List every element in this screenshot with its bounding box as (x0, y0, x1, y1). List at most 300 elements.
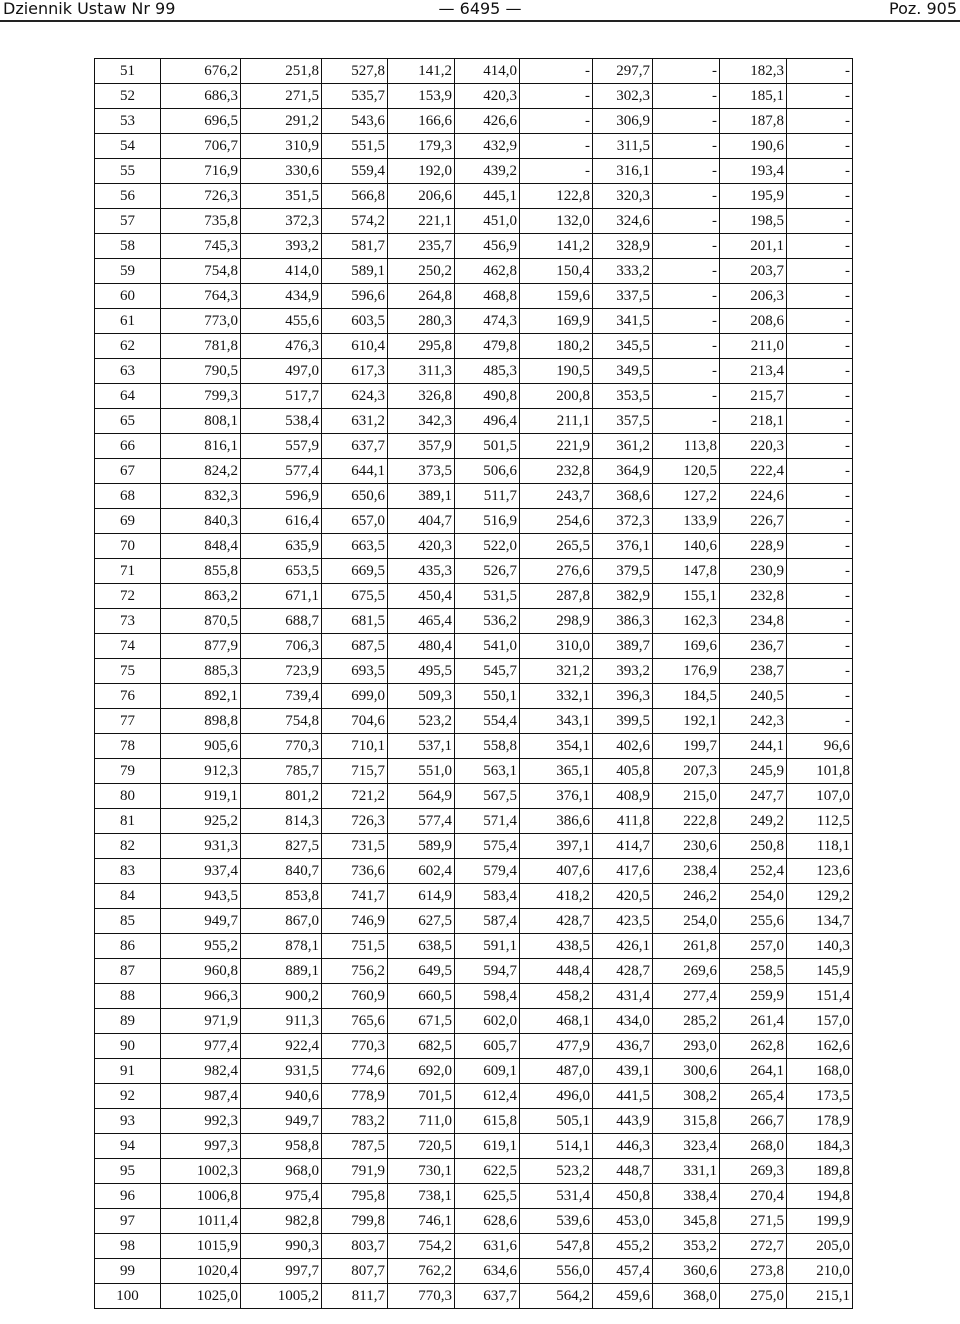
table-cell: 905,6 (161, 734, 241, 759)
table-cell: 269,3 (720, 1159, 787, 1184)
table-cell: 450,4 (388, 584, 455, 609)
table-cell: 254,0 (720, 884, 787, 909)
table-cell: 536,2 (455, 609, 520, 634)
table-cell: 234,8 (720, 609, 787, 634)
table-cell: 770,3 (388, 1284, 455, 1309)
table-cell: 741,7 (322, 884, 388, 909)
table-cell: 443,9 (593, 1109, 653, 1134)
table-cell: 264,8 (388, 284, 455, 309)
table-cell: 372,3 (593, 509, 653, 534)
table-cell: - (787, 84, 853, 109)
table-row (95, 634, 853, 659)
table-cell: 273,8 (720, 1259, 787, 1284)
table-cell: 870,5 (161, 609, 241, 634)
table-cell: 405,8 (593, 759, 653, 784)
table-cell: 190,6 (720, 134, 787, 159)
table-cell: - (787, 334, 853, 359)
table-cell: 589,9 (388, 834, 455, 859)
table-cell: 721,2 (322, 784, 388, 809)
table-cell: 577,4 (388, 809, 455, 834)
table-cell: 603,5 (322, 309, 388, 334)
table-cell: - (787, 359, 853, 384)
table-cell: 140,6 (653, 534, 720, 559)
table-cell: - (520, 134, 593, 159)
table-cell: 900,2 (241, 984, 322, 1009)
table-cell: 1025,0 (161, 1284, 241, 1309)
table-cell: 660,5 (388, 984, 455, 1009)
table-row (95, 309, 853, 334)
table-cell: 596,6 (322, 284, 388, 309)
table-cell: 563,1 (455, 759, 520, 784)
table-row (95, 984, 853, 1009)
table-cell: 207,3 (653, 759, 720, 784)
table-cell: 129,2 (787, 884, 853, 909)
table-cell: 591,1 (455, 934, 520, 959)
table-cell: - (520, 59, 593, 84)
table-cell: 490,8 (455, 384, 520, 409)
table-cell: 316,1 (593, 159, 653, 184)
table-cell: 222,8 (653, 809, 720, 834)
table-cell: 222,4 (720, 459, 787, 484)
table-cell: 206,6 (388, 184, 455, 209)
table-cell: 192,0 (388, 159, 455, 184)
table-cell: 686,3 (161, 84, 241, 109)
table-cell: 451,0 (455, 209, 520, 234)
table-cell: 511,7 (455, 484, 520, 509)
row-number-cell: 68 (95, 484, 161, 509)
table-row (95, 959, 853, 984)
table-cell: 550,1 (455, 684, 520, 709)
table-cell: 663,5 (322, 534, 388, 559)
table-cell: 277,4 (653, 984, 720, 1009)
table-cell: 1011,4 (161, 1209, 241, 1234)
table-cell: 297,7 (593, 59, 653, 84)
table-cell: - (653, 309, 720, 334)
row-number-cell: 88 (95, 984, 161, 1009)
table-cell: 249,2 (720, 809, 787, 834)
table-cell: 365,1 (520, 759, 593, 784)
row-number-cell: 63 (95, 359, 161, 384)
row-number-cell: 90 (95, 1034, 161, 1059)
table-row (95, 659, 853, 684)
table-cell: 132,0 (520, 209, 593, 234)
page-header (0, 0, 960, 22)
row-number-cell: 94 (95, 1134, 161, 1159)
table-cell: 436,7 (593, 1034, 653, 1059)
table-cell: 657,0 (322, 509, 388, 534)
table-cell: 265,4 (720, 1084, 787, 1109)
table-cell: 1015,9 (161, 1234, 241, 1259)
table-cell: 516,9 (455, 509, 520, 534)
table-cell: 682,5 (388, 1034, 455, 1059)
table-cell: 598,4 (455, 984, 520, 1009)
table-cell: - (653, 284, 720, 309)
table-cell: - (787, 659, 853, 684)
table-row (95, 1209, 853, 1234)
row-number-cell: 84 (95, 884, 161, 909)
table-cell: 338,4 (653, 1184, 720, 1209)
table-cell: 269,6 (653, 959, 720, 984)
table-cell: 574,2 (322, 209, 388, 234)
row-number-cell: 66 (95, 434, 161, 459)
row-number-cell: 99 (95, 1259, 161, 1284)
table-cell: 832,3 (161, 484, 241, 509)
table-row (95, 1109, 853, 1134)
table-cell: 226,7 (720, 509, 787, 534)
table-cell: 147,8 (653, 559, 720, 584)
table-row (95, 259, 853, 284)
table-cell: 614,9 (388, 884, 455, 909)
table-cell: 543,6 (322, 109, 388, 134)
table-cell: 787,5 (322, 1134, 388, 1159)
row-number-cell: 93 (95, 1109, 161, 1134)
table-cell: 571,4 (455, 809, 520, 834)
table-cell: 505,1 (520, 1109, 593, 1134)
table-row (95, 1234, 853, 1259)
table-cell: 298,9 (520, 609, 593, 634)
table-cell: 127,2 (653, 484, 720, 509)
table-cell: 754,2 (388, 1234, 455, 1259)
table-cell: 751,5 (322, 934, 388, 959)
table-cell: - (653, 209, 720, 234)
table-row (95, 1259, 853, 1284)
table-cell: 575,4 (455, 834, 520, 859)
table-cell: 308,2 (653, 1084, 720, 1109)
table-cell: 428,7 (593, 959, 653, 984)
table-cell: 310,0 (520, 634, 593, 659)
table-cell: 577,4 (241, 459, 322, 484)
row-number-cell: 89 (95, 1009, 161, 1034)
table-cell: 762,2 (388, 1259, 455, 1284)
table-row (95, 1134, 853, 1159)
table-row (95, 434, 853, 459)
table-cell: - (787, 184, 853, 209)
table-cell: 414,0 (241, 259, 322, 284)
table-cell: - (787, 459, 853, 484)
table-cell: 706,7 (161, 134, 241, 159)
row-number-cell: 64 (95, 384, 161, 409)
table-cell: 361,2 (593, 434, 653, 459)
table-row (95, 559, 853, 584)
table-cell: 151,4 (787, 984, 853, 1009)
table-cell: 649,5 (388, 959, 455, 984)
row-number-cell: 57 (95, 209, 161, 234)
table-cell: 418,2 (520, 884, 593, 909)
table-cell: 238,4 (653, 859, 720, 884)
table-cell: 112,5 (787, 809, 853, 834)
table-cell: - (787, 484, 853, 509)
table-cell: 736,6 (322, 859, 388, 884)
table-cell: - (787, 509, 853, 534)
table-cell: 803,7 (322, 1234, 388, 1259)
table-cell: - (787, 584, 853, 609)
table-cell: 228,9 (720, 534, 787, 559)
table-cell: 610,4 (322, 334, 388, 359)
table-cell: 977,4 (161, 1034, 241, 1059)
table-cell: 232,8 (520, 459, 593, 484)
row-number-cell: 74 (95, 634, 161, 659)
table-row (95, 59, 853, 84)
table-cell: 345,8 (653, 1209, 720, 1234)
table-row (95, 934, 853, 959)
table-cell: - (787, 609, 853, 634)
row-number-cell: 77 (95, 709, 161, 734)
table-cell: 1002,3 (161, 1159, 241, 1184)
table-cell: 840,7 (241, 859, 322, 884)
table-cell: 396,3 (593, 684, 653, 709)
table-cell: 259,9 (720, 984, 787, 1009)
table-cell: 203,7 (720, 259, 787, 284)
table-cell: 799,8 (322, 1209, 388, 1234)
row-number-cell: 78 (95, 734, 161, 759)
table-cell: 376,1 (593, 534, 653, 559)
table-cell: 616,4 (241, 509, 322, 534)
row-number-cell: 76 (95, 684, 161, 709)
table-cell: 364,9 (593, 459, 653, 484)
row-number-cell: 73 (95, 609, 161, 634)
table-cell: 522,0 (455, 534, 520, 559)
table-cell: 615,8 (455, 1109, 520, 1134)
table-cell: 159,6 (520, 284, 593, 309)
table-cell: 992,3 (161, 1109, 241, 1134)
table-cell: 863,2 (161, 584, 241, 609)
table-cell: 669,5 (322, 559, 388, 584)
table-cell: 885,3 (161, 659, 241, 684)
row-number-cell: 75 (95, 659, 161, 684)
table-cell: 434,9 (241, 284, 322, 309)
table-cell: 220,3 (720, 434, 787, 459)
table-cell: 495,5 (388, 659, 455, 684)
table-cell: 509,3 (388, 684, 455, 709)
table-cell: 393,2 (593, 659, 653, 684)
table-cell: 919,1 (161, 784, 241, 809)
table-cell: 264,1 (720, 1059, 787, 1084)
table-cell: 310,9 (241, 134, 322, 159)
table-cell: 386,6 (520, 809, 593, 834)
table-cell: 169,9 (520, 309, 593, 334)
table-cell: 814,3 (241, 809, 322, 834)
table-cell: 262,8 (720, 1034, 787, 1059)
table-row (95, 859, 853, 884)
table-cell: 169,6 (653, 634, 720, 659)
table-cell: 943,5 (161, 884, 241, 909)
table-cell: 235,7 (388, 234, 455, 259)
row-number-cell: 92 (95, 1084, 161, 1109)
table-cell: 331,1 (653, 1159, 720, 1184)
table-cell: 545,7 (455, 659, 520, 684)
table-row (95, 184, 853, 209)
table-cell: 252,4 (720, 859, 787, 884)
table-cell: 402,6 (593, 734, 653, 759)
table-cell: 937,4 (161, 859, 241, 884)
table-cell: 960,8 (161, 959, 241, 984)
table-cell: 435,3 (388, 559, 455, 584)
table-cell: 275,0 (720, 1284, 787, 1309)
table-cell: 517,7 (241, 384, 322, 409)
table-cell: 602,4 (388, 859, 455, 884)
data-table (94, 58, 853, 1309)
table-cell: 602,0 (455, 1009, 520, 1034)
table-cell: 215,1 (787, 1284, 853, 1309)
table-cell: 368,6 (593, 484, 653, 509)
table-cell: 397,1 (520, 834, 593, 859)
table-cell: 581,7 (322, 234, 388, 259)
table-cell: 195,9 (720, 184, 787, 209)
table-cell: 925,2 (161, 809, 241, 834)
table-cell: 949,7 (241, 1109, 322, 1134)
table-cell: 457,4 (593, 1259, 653, 1284)
table-cell: 688,7 (241, 609, 322, 634)
table-row (95, 509, 853, 534)
table-cell: 551,0 (388, 759, 455, 784)
table-cell: 567,5 (455, 784, 520, 809)
table-row (95, 484, 853, 509)
table-cell: 360,6 (653, 1259, 720, 1284)
table-cell: 458,2 (520, 984, 593, 1009)
table-cell: 506,6 (455, 459, 520, 484)
table-cell: 211,1 (520, 409, 593, 434)
table-row (95, 684, 853, 709)
table-cell: 811,7 (322, 1284, 388, 1309)
table-row (95, 609, 853, 634)
table-cell: 539,6 (520, 1209, 593, 1234)
table-cell: 265,5 (520, 534, 593, 559)
table-cell: 330,6 (241, 159, 322, 184)
table-cell: 215,0 (653, 784, 720, 809)
table-cell: 192,1 (653, 709, 720, 734)
table-cell: 428,7 (520, 909, 593, 934)
table-cell: 182,3 (720, 59, 787, 84)
table-cell: 596,9 (241, 484, 322, 509)
table-cell: 476,3 (241, 334, 322, 359)
journal-title: Dziennik Ustaw Nr 99 (3, 0, 176, 18)
table-cell: 254,6 (520, 509, 593, 534)
table-row (95, 909, 853, 934)
row-number-cell: 67 (95, 459, 161, 484)
table-cell: 245,9 (720, 759, 787, 784)
table-cell: 541,0 (455, 634, 520, 659)
table-cell: 261,4 (720, 1009, 787, 1034)
table-cell: 423,5 (593, 909, 653, 934)
table-cell: 975,4 (241, 1184, 322, 1209)
table-cell: 982,8 (241, 1209, 322, 1234)
table-cell: - (653, 184, 720, 209)
table-cell: 807,7 (322, 1259, 388, 1284)
table-cell: 764,3 (161, 284, 241, 309)
table-cell: 735,8 (161, 209, 241, 234)
table-row (95, 884, 853, 909)
table-cell: 931,3 (161, 834, 241, 859)
table-cell: 238,7 (720, 659, 787, 684)
table-cell: 382,9 (593, 584, 653, 609)
table-cell: 353,2 (653, 1234, 720, 1259)
table-cell: 141,2 (388, 59, 455, 84)
table-cell: 268,0 (720, 1134, 787, 1159)
table-cell: 922,4 (241, 1034, 322, 1059)
table-cell: 816,1 (161, 434, 241, 459)
table-cell: 711,0 (388, 1109, 455, 1134)
table-cell: 496,0 (520, 1084, 593, 1109)
table-cell: 770,3 (241, 734, 322, 759)
table-cell: 701,5 (388, 1084, 455, 1109)
table-cell: 179,3 (388, 134, 455, 159)
row-number-cell: 56 (95, 184, 161, 209)
table-cell: 150,4 (520, 259, 593, 284)
table-cell: 218,1 (720, 409, 787, 434)
table-cell: 795,8 (322, 1184, 388, 1209)
table-row (95, 734, 853, 759)
table-cell: 527,8 (322, 59, 388, 84)
table-cell: 699,0 (322, 684, 388, 709)
table-row (95, 384, 853, 409)
table-cell: 671,1 (241, 584, 322, 609)
table-cell: 342,3 (388, 409, 455, 434)
table-cell: 450,8 (593, 1184, 653, 1209)
table-cell: 201,1 (720, 234, 787, 259)
table-cell: 101,8 (787, 759, 853, 784)
table-cell: 671,5 (388, 1009, 455, 1034)
table-cell: - (787, 534, 853, 559)
table-cell: 368,0 (653, 1284, 720, 1309)
table-cell: 118,1 (787, 834, 853, 859)
table-cell: 824,2 (161, 459, 241, 484)
table-cell: 332,1 (520, 684, 593, 709)
table-cell: 320,3 (593, 184, 653, 209)
table-cell: 376,1 (520, 784, 593, 809)
table-cell: 372,3 (241, 209, 322, 234)
table-cell: 912,3 (161, 759, 241, 784)
table-cell: 877,9 (161, 634, 241, 659)
table-cell: 676,2 (161, 59, 241, 84)
row-number-cell: 79 (95, 759, 161, 784)
table-cell: 240,5 (720, 684, 787, 709)
table-cell: 199,9 (787, 1209, 853, 1234)
table-cell: 439,1 (593, 1059, 653, 1084)
table-row (95, 834, 853, 859)
table-cell: - (653, 384, 720, 409)
table-cell: 272,7 (720, 1234, 787, 1259)
table-cell: 420,3 (388, 534, 455, 559)
table-cell: 773,0 (161, 309, 241, 334)
table-cell: 889,1 (241, 959, 322, 984)
table-cell: 185,1 (720, 84, 787, 109)
table-cell: 774,6 (322, 1059, 388, 1084)
table-cell: 538,4 (241, 409, 322, 434)
table-row (95, 209, 853, 234)
table-cell: 537,1 (388, 734, 455, 759)
table-cell: 224,6 (720, 484, 787, 509)
table-cell: 337,5 (593, 284, 653, 309)
table-cell: - (520, 159, 593, 184)
table-cell: 625,5 (455, 1184, 520, 1209)
table-cell: 853,8 (241, 884, 322, 909)
table-cell: 558,8 (455, 734, 520, 759)
table-cell: 940,6 (241, 1084, 322, 1109)
table-cell: 1020,4 (161, 1259, 241, 1284)
row-number-cell: 65 (95, 409, 161, 434)
table-cell: - (787, 709, 853, 734)
table-cell: 726,3 (161, 184, 241, 209)
table-cell: 134,7 (787, 909, 853, 934)
table-cell: 206,3 (720, 284, 787, 309)
table-cell: 531,5 (455, 584, 520, 609)
table-row (95, 1059, 853, 1084)
table-cell: 583,4 (455, 884, 520, 909)
row-number-cell: 81 (95, 809, 161, 834)
table-cell: 462,8 (455, 259, 520, 284)
table-cell: 417,6 (593, 859, 653, 884)
table-cell: 696,5 (161, 109, 241, 134)
